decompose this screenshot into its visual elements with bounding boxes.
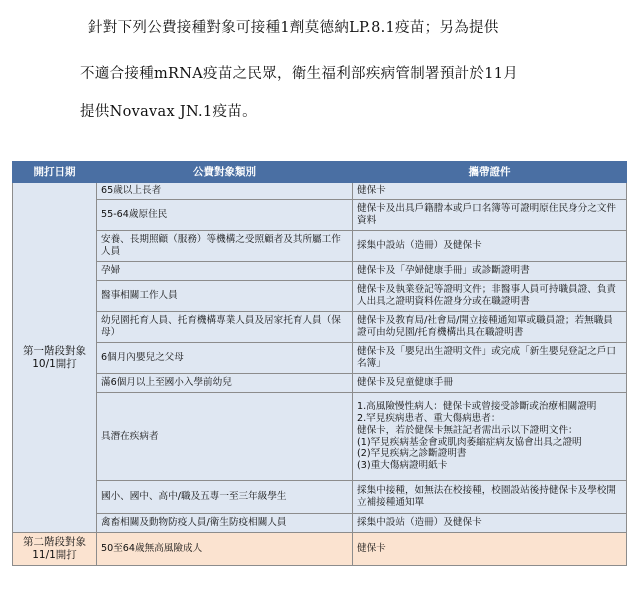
header-category: 公費對象類別 (97, 162, 353, 183)
row-documents: 採集中接種，如無法在校接種，校園設站後持健保卡及學校開立補接種通知單 (353, 481, 627, 514)
phase-1-date: 10/1開打 (32, 357, 77, 370)
table-header-row (13, 162, 627, 183)
row-documents: 健保卡及「嬰兒出生證明文件」或完成「新生嬰兒登記之戶口名簿」 (353, 343, 627, 374)
intro-line-3: 提供Novavax JN.1疫苗。 (80, 104, 257, 120)
intro-line-1: 針對下列公費接種對象可接種1劑莫德納LP.8.1疫苗；另為提供 (88, 20, 499, 36)
table-row (13, 312, 627, 343)
row-category: 50至64歲無高風險成人 (97, 533, 353, 566)
vaccination-schedule-table (12, 161, 627, 566)
table-row (13, 374, 627, 393)
row-documents: 健保卡 (353, 183, 627, 200)
row-documents: 健保卡及兒童健康手冊 (353, 374, 627, 393)
phase-2-label (13, 533, 97, 566)
row-category: 6個月內嬰兒之父母 (97, 343, 353, 374)
header-documents: 攜帶證件 (353, 162, 627, 183)
table-row (13, 231, 627, 262)
row-documents: 採集中設站（造冊）及健保卡 (353, 514, 627, 533)
doc-line: (2)罕見疾病之診斷證明書 (357, 448, 467, 460)
doc-line: 1.高風險慢性病人：健保卡或曾接受診斷或治療相關證明 (357, 401, 597, 413)
row-category: 幼兒園托育人員、托育機構專業人員及居家托育人員（保母） (97, 312, 353, 343)
row-category: 醫事相關工作人員 (97, 281, 353, 312)
table-row (13, 262, 627, 281)
row-category: 安養、長期照顧（服務）等機構之受照顧者及其所屬工作人員 (97, 231, 353, 262)
row-category: 55-64歲原住民 (97, 200, 353, 231)
table-row (13, 281, 627, 312)
doc-line: (1)罕見疾病基金會或肌肉萎縮症病友協會出具之證明 (357, 436, 582, 448)
header-date: 開打日期 (13, 162, 97, 183)
row-category: 國小、國中、高中/職及五專一至三年級學生 (97, 481, 353, 514)
table-row (13, 183, 627, 200)
row-category: 禽畜相關及動物防疫人員/衛生防疫相關人員 (97, 514, 353, 533)
phase-2-date: 11/1開打 (32, 549, 77, 561)
row-documents: 採集中設站（造冊）及健保卡 (353, 231, 627, 262)
doc-line: 健保卡，若於健保卡無註記者需出示以下證明文件： (357, 424, 578, 436)
row-category: 滿6個月以上至國小入學前幼兒 (97, 374, 353, 393)
table-row (13, 393, 627, 481)
row-documents: 健保卡 (353, 533, 627, 566)
row-documents (353, 393, 627, 481)
doc-line: (3)重大傷病證明紙卡 (357, 459, 448, 471)
row-category: 孕婦 (97, 262, 353, 281)
table-row (13, 343, 627, 374)
row-category: 具潛在疾病者 (97, 393, 353, 481)
phase-1-title: 第一階段對象 (23, 344, 86, 357)
row-documents: 健保卡及教育局/社會局/開立接種通知單或職員證；若無職員證可由幼兒園/托育機構出具在職證明書 (353, 312, 627, 343)
row-documents: 健保卡及執業登記等證明文件；非醫事人員可持職員證、負責人出具之證明資料佐證身分或在職證明書 (353, 281, 627, 312)
row-category: 65歲以上長者 (97, 183, 353, 200)
phase-2-title: 第二階段對象 (23, 536, 86, 549)
table-row (13, 481, 627, 514)
table-row (13, 514, 627, 533)
phase-1-label (13, 183, 97, 533)
table-row (13, 200, 627, 231)
table-row (13, 533, 627, 566)
doc-line: 2.罕見疾病患者、重大傷病患者： (357, 413, 501, 425)
intro-line-2: 不適合接種mRNA疫苗之民眾，衛生福利部疾病管制署預計於11月 (80, 66, 519, 82)
row-documents: 健保卡及出具戶籍謄本或戶口名簿等可證明原住民身分之文件資料 (353, 200, 627, 231)
row-documents: 健保卡及「孕婦健康手冊」或診斷證明書 (353, 262, 627, 281)
